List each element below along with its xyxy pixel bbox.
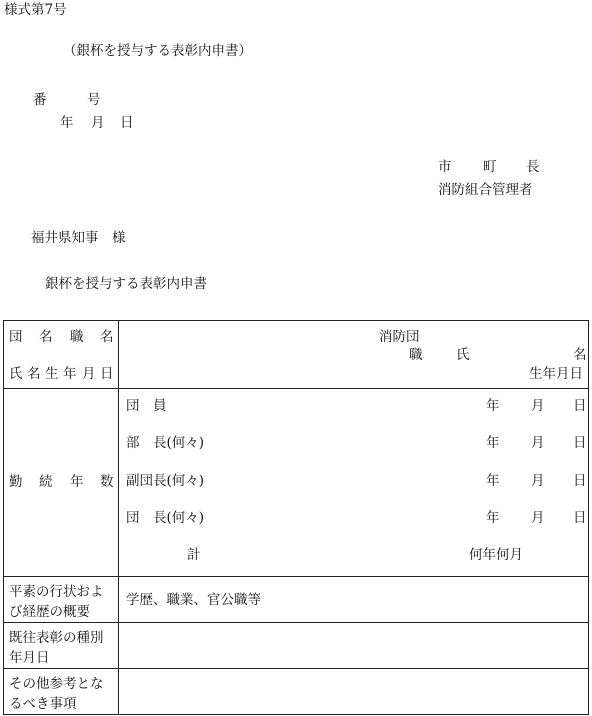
addressee: 福井県知事 様 [31, 230, 126, 246]
sender-fire-union: 消防組合管理者 [438, 182, 533, 198]
rank-chief: 部 長(何々) [126, 435, 205, 451]
total-label: 計 [187, 547, 201, 563]
application-table [3, 320, 589, 715]
label-mei: 名 [100, 329, 114, 345]
label-other-notes: その他参考となるべき事項 [9, 676, 104, 712]
label-na: 名 [39, 329, 53, 345]
sender-mayor-2: 町 [483, 159, 497, 175]
shi-text: 氏 [456, 347, 470, 363]
label-conduct: 平素の行状および経歴の概要 [9, 584, 104, 620]
document-title: 銀杯を授与する表彰内申書 [45, 276, 207, 292]
subtitle: （銀杯を授与する表彰内申書） [63, 43, 252, 59]
label-birth-4: 年 [63, 366, 77, 382]
conduct-content: 学歴、職業、官公職等 [126, 592, 261, 608]
day-1: 日 [573, 398, 587, 414]
label-birth-1: 氏 [9, 366, 23, 382]
date-month-label: 月 [91, 115, 105, 131]
value-cell-service [119, 389, 589, 577]
day-2: 日 [573, 435, 587, 451]
label-cell-other-notes [4, 669, 119, 715]
date-day-label: 日 [120, 115, 134, 131]
sender-mayor-3: 長 [526, 159, 540, 175]
label-past-awards: 既往表彰の種別年月日 [9, 630, 104, 666]
mei-text: 名 [573, 347, 587, 363]
year-4: 年 [486, 510, 500, 526]
label-nen: 年 [70, 474, 84, 490]
row-conduct-history [4, 577, 589, 623]
row-past-awards [4, 623, 589, 669]
value-cell-conduct [119, 577, 589, 623]
rank-member: 団 員 [126, 398, 167, 414]
total-value: 何年何月 [469, 547, 523, 563]
year-2: 年 [486, 435, 500, 451]
label-shoku: 職 [70, 329, 84, 345]
month-4: 月 [531, 510, 545, 526]
month-1: 月 [531, 398, 545, 414]
label-kin: 勤 [9, 474, 23, 490]
label-birth-6: 日 [100, 366, 114, 382]
form-number: 様式第7号 [4, 2, 67, 18]
label-dan: 団 [9, 329, 23, 345]
row-name-info [4, 321, 589, 389]
label-zoku: 続 [39, 474, 53, 490]
label-birth-3: 生 [45, 366, 59, 382]
row-service-years [4, 389, 589, 577]
row-other-notes [4, 669, 589, 715]
month-3: 月 [531, 473, 545, 489]
label-cell-conduct [4, 577, 119, 623]
label-cell-name [4, 321, 119, 389]
corps-text: 消防団 [379, 329, 420, 345]
year-1: 年 [486, 398, 500, 414]
number-label-b: 号 [87, 92, 101, 108]
value-cell-name [119, 321, 589, 389]
label-cell-past-awards [4, 623, 119, 669]
number-label-a: 番 [33, 92, 47, 108]
rank-vice-leader: 副団長(何々) [126, 473, 205, 489]
month-2: 月 [531, 435, 545, 451]
shoku-text: 職 [409, 347, 423, 363]
day-3: 日 [573, 473, 587, 489]
label-cell-service [4, 389, 119, 577]
rank-leader: 団 長(何々) [126, 510, 205, 526]
value-cell-other-notes [119, 669, 589, 715]
label-birth-2: 名 [27, 366, 41, 382]
date-year-label: 年 [60, 115, 74, 131]
birth-text: 生年月日 [529, 366, 583, 382]
year-3: 年 [486, 473, 500, 489]
sender-mayor-1: 市 [438, 159, 452, 175]
label-suu: 数 [100, 474, 114, 490]
label-birth-5: 月 [82, 366, 96, 382]
value-cell-past-awards [119, 623, 589, 669]
day-4: 日 [573, 510, 587, 526]
